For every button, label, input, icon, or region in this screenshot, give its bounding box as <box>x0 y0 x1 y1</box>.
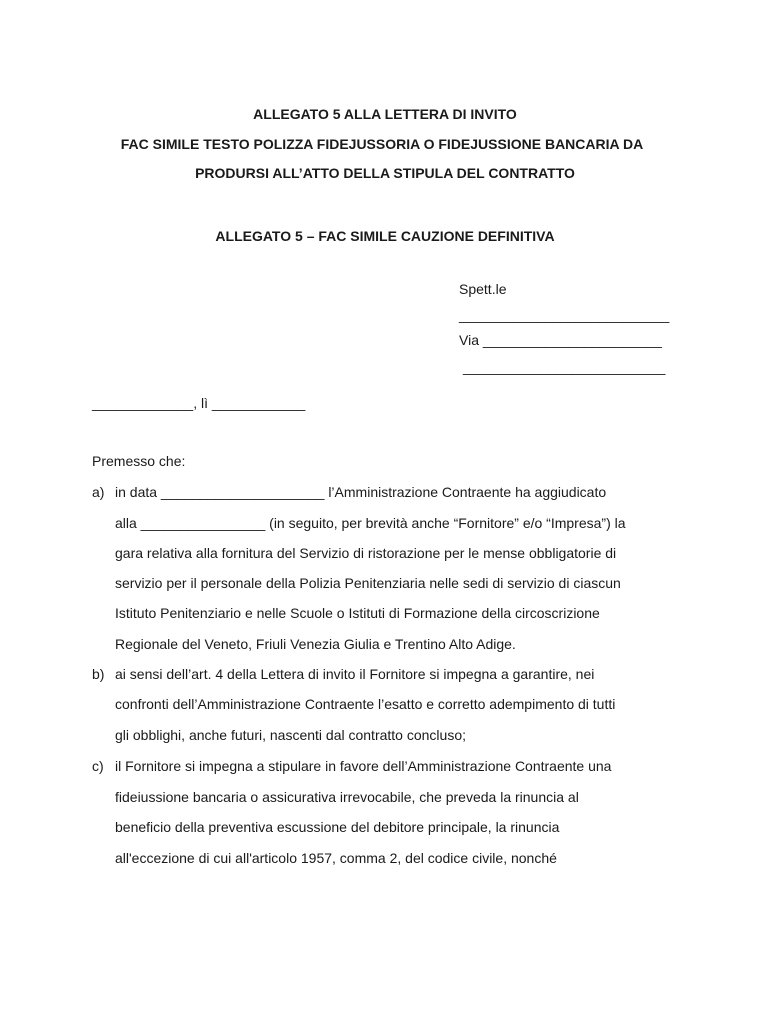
item-a-line: Istituto Penitenziario e nelle Scuole o Istituti di Formazione della circoscrizione <box>115 605 600 621</box>
item-a-line: in data _____________________ l’Amministrazione Contraente ha aggiudicato <box>115 484 607 500</box>
item-a-line: alla ________________ (in seguito, per brevità anche “Fornitore” e/o “Impresa”) la <box>115 515 626 531</box>
address-blank-line-1: ___________________________ <box>459 307 670 323</box>
item-b-line: confronti dell’Amministrazione Contraente l’esatto e corretto adempimento di tutti <box>115 696 616 712</box>
item-c-line: beneficio della preventiva escussione del debitore principale, la rinuncia <box>115 819 560 835</box>
item-c-line: all'eccezione di cui all'articolo 1957, comma 2, del codice civile, nonché <box>115 850 557 866</box>
premise-heading: Premesso che: <box>92 453 186 469</box>
item-a-line: gara relativa alla fornitura del Servizio di ristorazione per le mense obbligatorie di <box>115 545 617 561</box>
header-subtitle-line2: PRODURSI ALL’ATTO DELLA STIPULA DEL CONTRATTO <box>195 165 575 181</box>
item-b-line: gli obblighi, anche futuri, nascenti dal contratto concluso; <box>115 727 466 743</box>
item-a-line: Regionale del Veneto, Friuli Venezia Giulia e Trentino Alto Adige. <box>115 636 516 652</box>
address-street: Via _______________________ <box>459 332 662 348</box>
place-date-line: _____________, lì ____________ <box>92 395 306 411</box>
item-marker-a: a) <box>92 484 105 500</box>
header-subtitle-line1: FAC SIMILE TESTO POLIZZA FIDEJUSSORIA O FIDEJUSSIONE BANCARIA DA <box>120 136 644 152</box>
item-c-line: fideiussione bancaria o assicurativa irrevocabile, che preveda la rinuncia al <box>115 789 579 805</box>
section-title: ALLEGATO 5 – FAC SIMILE CAUZIONE DEFINITIVA <box>215 228 555 244</box>
header-title: ALLEGATO 5 ALLA LETTERA DI INVITO <box>253 106 517 122</box>
address-blank-line-2: __________________________ <box>463 359 666 375</box>
address-recipient: Spett.le <box>459 281 507 297</box>
item-a-line: servizio per il personale della Polizia Penitenziaria nelle sedi di servizio di ciascun <box>115 575 621 591</box>
item-b-line: ai sensi dell’art. 4 della Lettera di invito il Fornitore si impegna a garantire, nei <box>115 666 595 682</box>
item-c-line: il Fornitore si impegna a stipulare in favore dell’Amministrazione Contraente una <box>115 758 612 774</box>
item-marker-c: c) <box>92 758 104 774</box>
item-marker-b: b) <box>92 666 105 682</box>
